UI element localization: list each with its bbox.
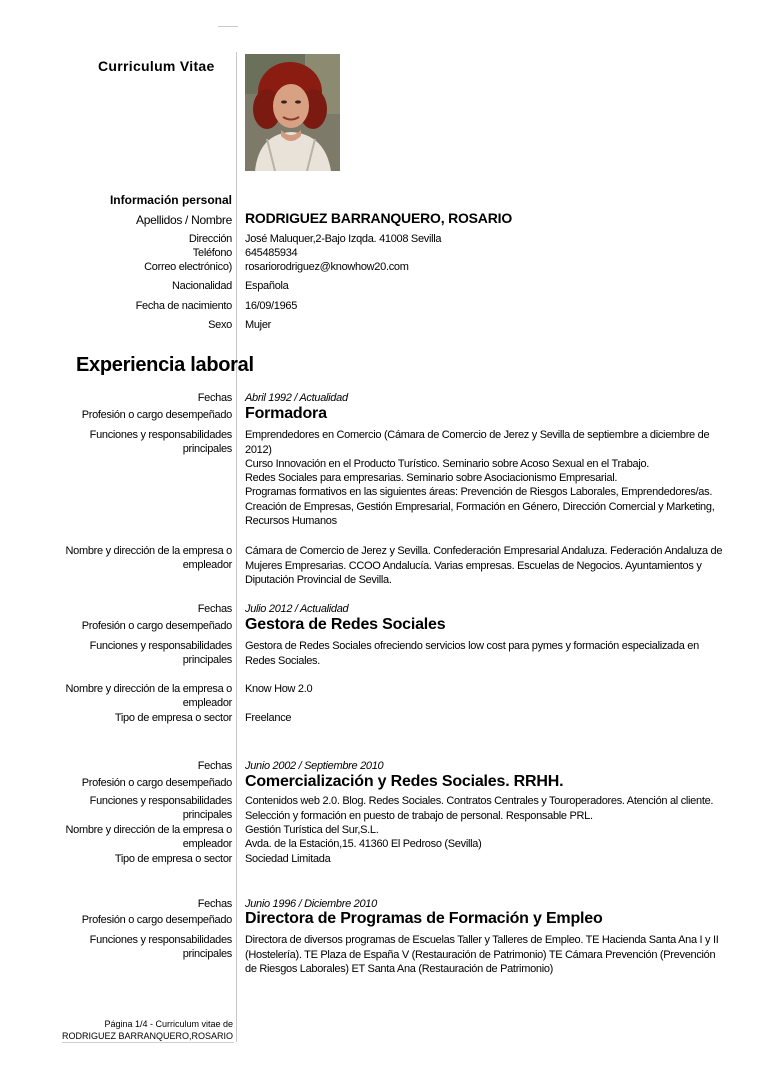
value-nationality: Española: [245, 280, 289, 292]
label-position: Profesión o cargo desempeñado: [81, 777, 232, 789]
value-address: José Maluquer,2-Bajo Izqda. 41008 Sevilla: [245, 233, 442, 245]
label-duties: Funciones y responsabilidades principales: [89, 429, 232, 455]
label-employer: Nombre y dirección de la empresa o empleador: [65, 824, 232, 850]
label-phone: Teléfono: [192, 247, 232, 259]
job-employer: Gestión Turística del Sur,S.L.: [245, 824, 379, 836]
label-name: Apellidos / Nombre: [136, 213, 232, 227]
label-sector: Tipo de empresa o sector: [114, 712, 232, 724]
label-birthdate: Fecha de nacimiento: [135, 300, 232, 312]
job-employer: Know How 2.0: [245, 683, 313, 695]
label-duties: Funciones y responsabilidades principales: [89, 934, 232, 960]
label-nationality: Nacionalidad: [172, 280, 232, 292]
label-position: Profesión o cargo desempeñado: [81, 409, 232, 421]
job-employer-address: Avda. de la Estación,15. 41360 El Pedroso (Sevilla): [245, 838, 482, 850]
label-dates: Fechas: [197, 392, 232, 404]
label-dates: Fechas: [197, 760, 232, 772]
job-position: Formadora: [245, 405, 327, 422]
job-position: Gestora de Redes Sociales: [245, 616, 446, 633]
job-sector: Freelance: [245, 712, 292, 724]
label-position: Profesión o cargo desempeñado: [81, 620, 232, 632]
profile-photo: [245, 54, 340, 171]
label-duties: Funciones y responsabilidades principales: [89, 795, 232, 821]
label-dates: Fechas: [197, 603, 232, 615]
job-duties: Gestora de Redes Sociales ofreciendo servicios low cost para pymes y formación especializada en Redes Sociales.: [245, 640, 699, 667]
value-birthdate: 16/09/1965: [245, 300, 298, 312]
job-employer: Cámara de Comercio de Jerez y Sevilla. Confederación Empresarial Andaluza. Federación Andaluza de Mujeres Empresarias. CCOO Andalucía. Varias empresas. Escuelas de Negocios. Ayuntamientos y Diputación Provincial de Sevilla.: [245, 545, 723, 586]
label-duties: Funciones y responsabilidades principales: [89, 640, 232, 666]
footer-rule: [62, 1042, 234, 1043]
job-dates: Julio 2012 / Actualidad: [245, 603, 349, 615]
label-email: Correo electrónico): [144, 261, 232, 273]
page-footer: [58, 1018, 233, 1042]
label-dates: Fechas: [197, 898, 232, 910]
job-dates: Junio 1996 / Diciembre 2010: [245, 898, 377, 910]
job-sector: Sociedad Limitada: [245, 853, 331, 865]
job-position: Directora de Programas de Formación y Empleo: [245, 910, 603, 927]
job-dates: Junio 2002 / Septiembre 2010: [245, 760, 384, 772]
job-duties: Directora de diversos programas de Escuelas Taller y Talleres de Empleo. TE Hacienda Santa Ana I y II (Hostelería). TE Plaza de España V (Restauración de Patrimonio) TE Cámara Prevención (Prevención de Riesgos Laborales) ET Santa Ana (Restauración de Patrimonio): [245, 934, 719, 975]
job-duties-extra: Curso Innovación en el Producto Turístico. Seminario sobre Acoso Sexual en el Trabajo.: [245, 458, 650, 470]
experience-heading: Experiencia laboral: [76, 354, 254, 376]
top-rule: [218, 26, 238, 27]
value-name: RODRIGUEZ BARRANQUERO, ROSARIO: [245, 210, 513, 226]
label-employer: Nombre y dirección de la empresa o empleador: [65, 683, 232, 709]
column-divider: [236, 52, 237, 1042]
label-address: Dirección: [188, 233, 232, 245]
job-duties: Emprendedores en Comercio (Cámara de Comercio de Jerez y Sevilla de septiembre a diciembre de 2012): [245, 429, 710, 456]
value-phone: 645485934: [245, 247, 298, 259]
job-dates: Abril 1992 / Actualidad: [245, 392, 348, 404]
job-duties-extra: Programas formativos en las siguientes áreas: Prevención de Riesgos Laborales, Emprendedores/as. Creación de Empresas, Gestión Empresarial, Formación en Género, Dirección Comercial y Marketing, Recursos Humanos: [245, 486, 715, 527]
value-sex: Mujer: [245, 319, 272, 331]
job-position: Comercialización y Redes Sociales. RRHH.: [245, 773, 564, 790]
portrait-image: [245, 54, 340, 171]
label-sector: Tipo de empresa o sector: [114, 853, 232, 865]
personal-info-heading: Información personal: [109, 193, 232, 207]
label-position: Profesión o cargo desempeñado: [81, 914, 232, 926]
footer-name: RODRIGUEZ BARRANQUERO,ROSARIO: [61, 1031, 233, 1041]
label-sex: Sexo: [208, 319, 232, 331]
job-duties-extra: Redes Sociales para empresarias. Seminario sobre Asociacionismo Empresarial.: [245, 472, 618, 484]
cv-title: Curriculum Vitae: [98, 58, 215, 74]
footer-page: Página 1/4 - Curriculum vitae de: [104, 1019, 233, 1029]
label-employer: Nombre y dirección de la empresa o empleador: [65, 545, 232, 571]
job-duties: Contenidos web 2.0. Blog. Redes Sociales. Contratos Centrales y Touroperadores. Atención al cliente. Selección y formación en puesto de trabajo de personal. Responsable PRL.: [245, 795, 714, 822]
value-email[interactable]: rosariorodriguez@knowhow20.com: [245, 261, 409, 273]
